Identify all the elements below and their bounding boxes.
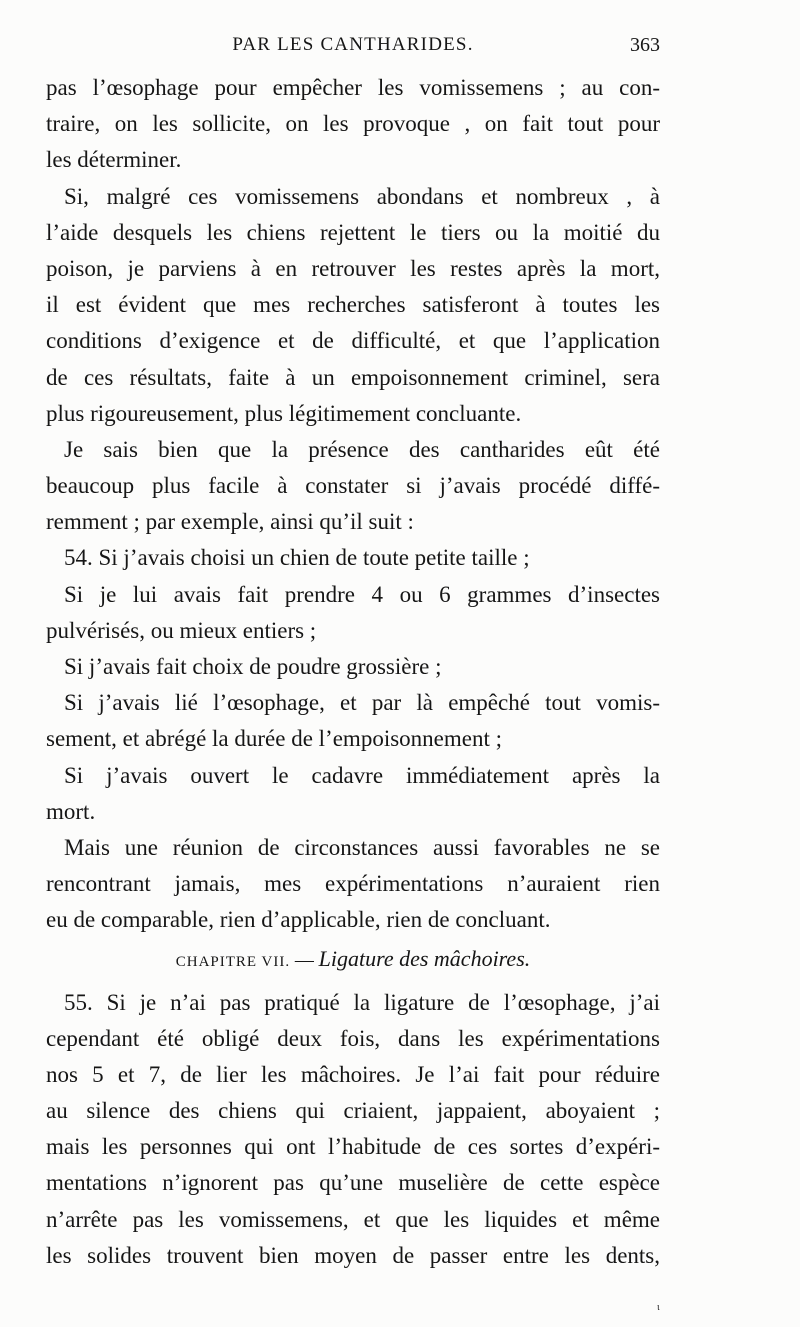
- text-line: plus rigoureusement, plus légitimement concluante.: [46, 400, 522, 426]
- printer-mark: ι: [657, 1302, 660, 1313]
- text-line: rencontrant jamais, mes expérimentations n’auraient rien: [46, 871, 660, 897]
- body-paragraphs-after-chapter: [46, 985, 660, 1275]
- page-number: 363: [630, 34, 660, 56]
- chapter-title: Ligature des mâchoires.: [318, 945, 531, 971]
- text-line: mais les personnes qui ont l’habitude de ces sortes d’expéri-: [46, 1134, 660, 1160]
- text-line: Mais une réunion de circonstances aussi favorables ne se: [64, 834, 660, 860]
- page-header: [46, 30, 660, 62]
- text-line: les solides trouvent bien moyen de passer entre les dents,: [46, 1242, 660, 1268]
- text-line: Si j’avais lié l’œsophage, et par là empêché tout vomis-: [64, 690, 660, 716]
- text-line: n’arrête pas les vomissemens, et que les liquides et même: [46, 1206, 660, 1232]
- running-title: PAR LES CANTHARIDES.: [232, 34, 474, 55]
- text-line: sement, et abrégé la durée de l’empoisonnement ;: [46, 726, 502, 752]
- page-text: [46, 70, 660, 1274]
- text-line: 54. Si j’avais choisi un chien de toute petite taille ;: [64, 545, 530, 571]
- text-line: les déterminer.: [46, 147, 182, 173]
- text-line: poison, je parviens à en retrouver les restes après la mort,: [46, 255, 660, 281]
- text-line: il est évident que mes recherches satisferont à toutes les: [46, 292, 660, 318]
- chapter-dash: —: [294, 949, 314, 971]
- text-line: conditions d’exigence et de difficulté, et que l’application: [46, 328, 660, 354]
- text-line: Si, malgré ces vomissemens abondans et nombreux , à: [64, 183, 660, 209]
- chapter-heading: [46, 939, 660, 979]
- text-line: 55. Si je n’ai pas pratiqué la ligature de l’œsophage, j’ai: [64, 989, 660, 1015]
- text-line: traire, on les sollicite, on les provoque , on fait tout pour: [46, 111, 660, 137]
- text-line: pulvérisés, ou mieux entiers ;: [46, 617, 317, 643]
- body-paragraphs: [46, 70, 660, 939]
- text-line: mort.: [46, 798, 96, 824]
- text-line: cependant été obligé deux fois, dans les expérimentations: [46, 1025, 660, 1051]
- text-line: eu de comparable, rien d’applicable, rien de concluant.: [46, 907, 551, 933]
- text-line: de ces résultats, faite à un empoisonnement criminel, sera: [46, 364, 660, 390]
- text-line: Si j’avais fait choix de poudre grossière ;: [64, 654, 442, 679]
- text-line: nos 5 et 7, de lier les mâchoires. Je l’ai fait pour réduire: [46, 1061, 660, 1087]
- text-line: au silence des chiens qui criaient, jappaient, aboyaient ;: [46, 1098, 660, 1124]
- text-line: pas l’œsophage pour empêcher les vomissemens ; au con-: [46, 75, 660, 100]
- text-line: remment ; par exemple, ainsi qu’il suit :: [46, 509, 414, 535]
- text-line: mentations n’ignorent pas qu’une muselière de cette espèce: [46, 1170, 660, 1196]
- chapter-label: CHAPITRE VII.: [175, 953, 291, 970]
- text-line: beaucoup plus facile à constater si j’avais procédé diffé-: [46, 473, 660, 499]
- text-line: Si je lui avais fait prendre 4 ou 6 grammes d’insectes: [64, 581, 660, 607]
- text-line: l’aide desquels les chiens rejettent le tiers ou la moitié du: [46, 219, 660, 245]
- text-line: Si j’avais ouvert le cadavre immédiatement après la: [64, 762, 660, 788]
- text-line: Je sais bien que la présence des cantharides eût été: [64, 436, 660, 462]
